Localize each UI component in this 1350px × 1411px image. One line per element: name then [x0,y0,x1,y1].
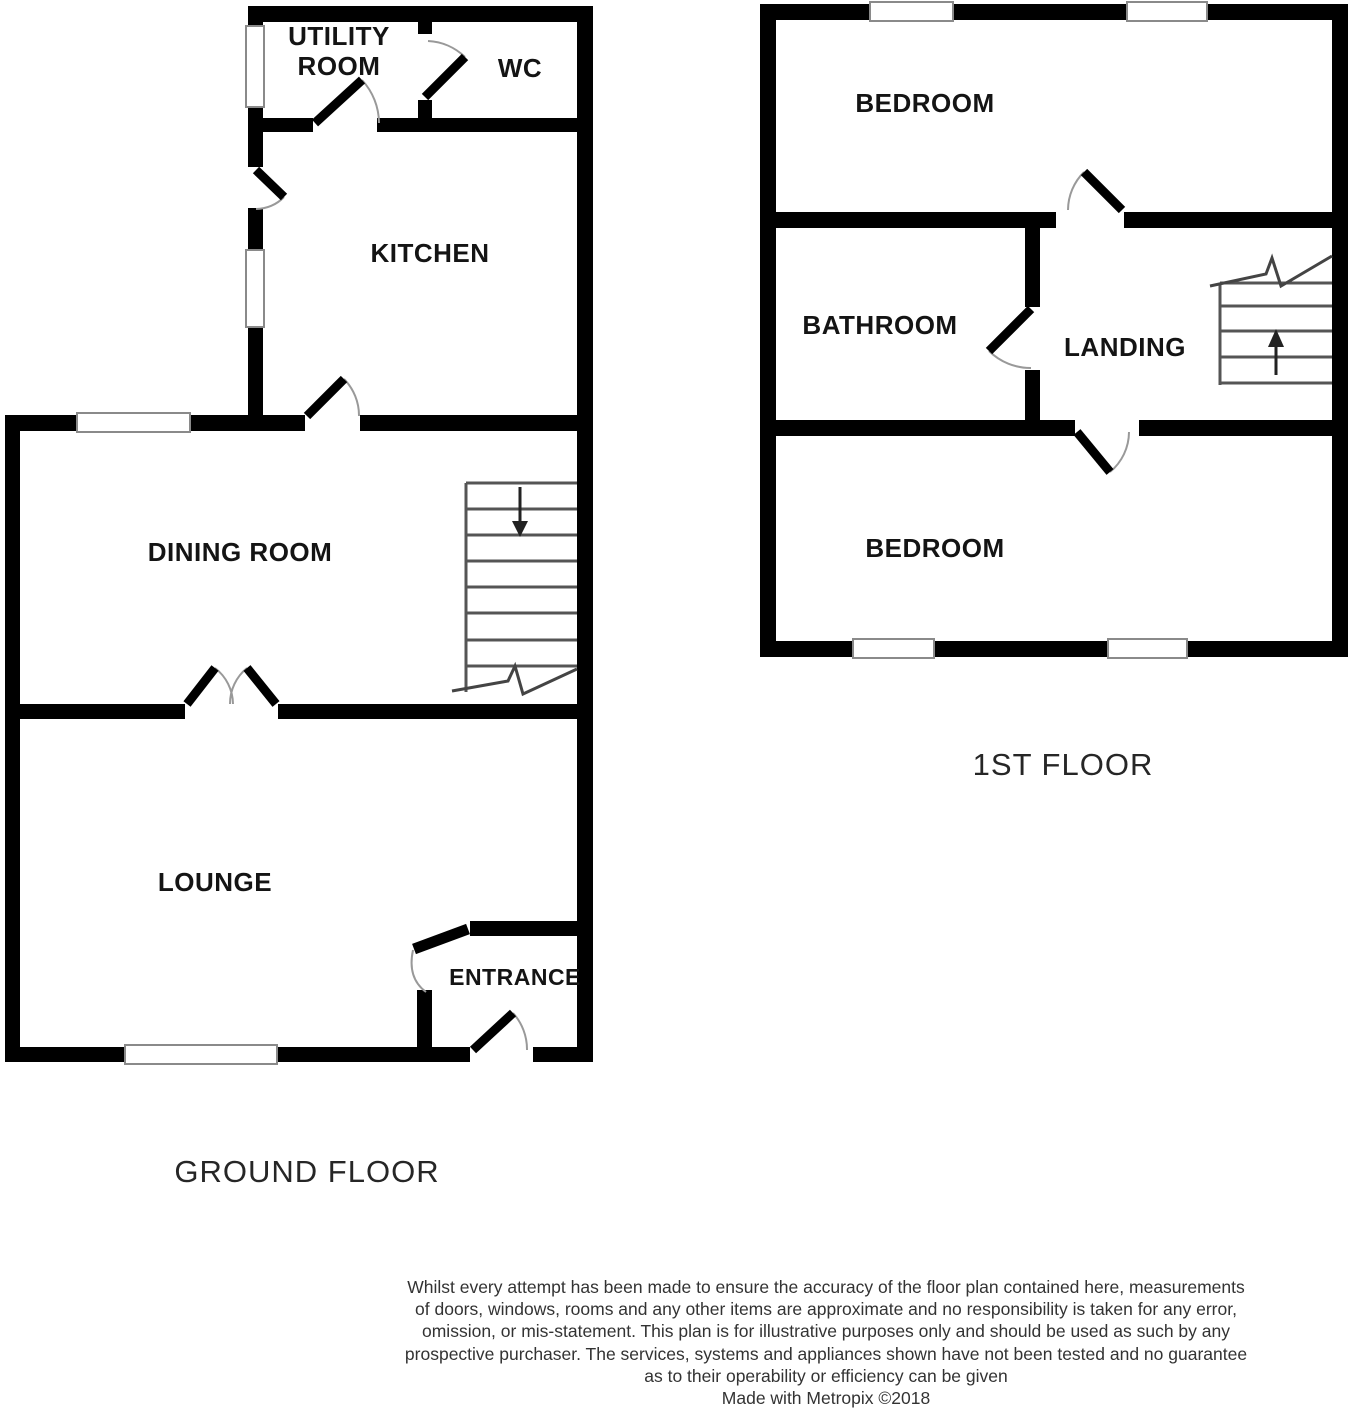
door-utility [315,80,362,123]
stairs-down-arrow-icon [512,487,528,537]
stairs-down [452,483,577,694]
door-front [473,1013,513,1050]
stairs-up-arrow-icon [1268,329,1284,375]
door-dining-lounge-right [247,668,276,704]
door-bedroom2 [1077,432,1110,472]
room-label-utility-room: UTILITY ROOM [288,21,390,81]
window-bedroom2-left [853,639,934,658]
room-label-lounge: LOUNGE [157,867,273,897]
room-label-wc: WC [497,53,543,83]
door-bedroom1 [1084,172,1122,210]
caption-1st-floor: 1ST FLOOR [972,747,1154,782]
door-kitchen-dining [307,379,344,416]
window-lounge-bottom [125,1045,277,1064]
stairs-down-break-line [452,666,577,694]
window-bedroom1-left [870,2,953,21]
door-entrance-lobby [414,929,468,949]
window-dining-top [77,413,190,432]
room-label-bedroom-1: BEDROOM [855,88,995,118]
window-kitchen-left [246,250,264,327]
disclaimer-line: omission, or mis-statement. This plan is for illustrative purposes only and should be used as such by any [422,1321,1230,1342]
caption-ground-floor: GROUND FLOOR [174,1154,440,1189]
disclaimer-text [306,1276,1346,1409]
window-bedroom1-right [1127,2,1207,21]
ground-floor-plan [5,6,593,1064]
room-label-landing: LANDING [1064,332,1186,362]
room-label-bathroom: BATHROOM [802,310,958,340]
window-bedroom2-right [1108,639,1187,658]
disclaimer-line: as to their operability or efficiency can be given [644,1365,1008,1386]
room-label-kitchen: KITCHEN [370,238,490,268]
room-label-entrance: ENTRANCE [449,964,581,990]
room-label-dining-room: DINING ROOM [147,537,333,567]
disclaimer-line: prospective purchaser. The services, systems and appliances shown have not been tested and no guarantee [404,1343,1248,1364]
credit-line: Made with Metropix ©2018 [721,1388,931,1409]
first-floor-door-openings [1024,211,1139,437]
room-label-bedroom-2: BEDROOM [865,533,1005,563]
disclaimer-line: Whilst every attempt has been made to ensure the accuracy of the floor plan contained here, measurements [407,1277,1245,1297]
disclaimer-line: of doors, windows, rooms and any other items are approximate and no responsibility is taken for any error, [415,1299,1237,1320]
door-dining-lounge-left [187,668,215,704]
window-utility-left [246,26,264,107]
stairs-up [1210,256,1332,385]
